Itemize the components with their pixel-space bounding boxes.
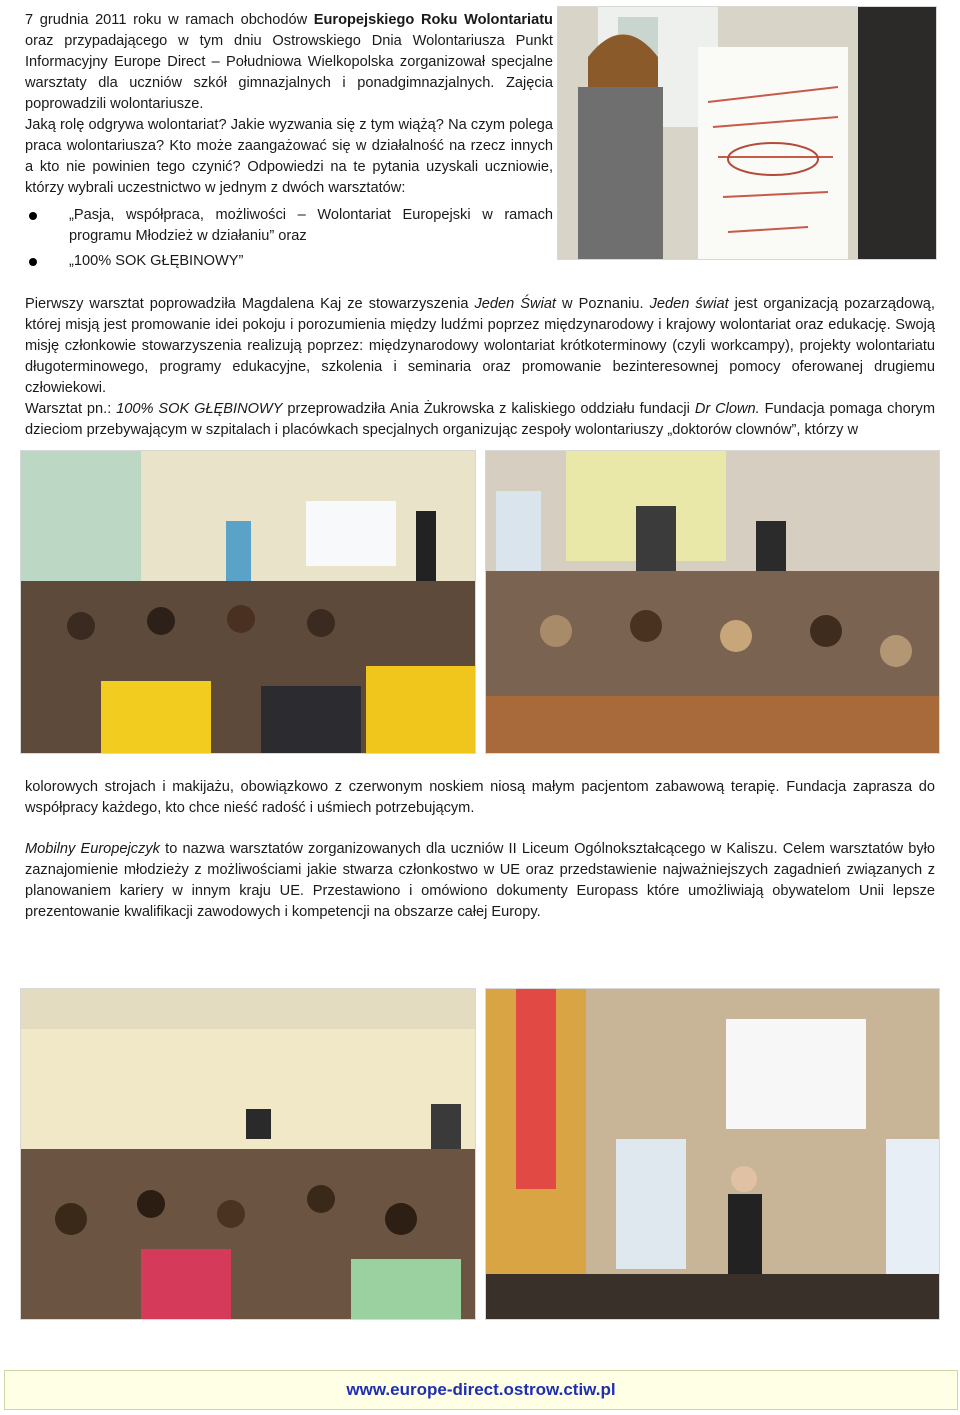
paragraph-dr-clown-continued: kolorowych strojach i makijażu, obowiązkowo z czerwonym noskiem niosą małym pacjentom zabawową terapię. Fundacja zaprasza do współpracy każdego, kto chce nieść radość i uśmiech potrzebującym. bbox=[25, 779, 935, 816]
workshop-item: „100% SOK GŁĘBINOWY” bbox=[25, 251, 553, 272]
workshop-item: „Pasja, współpraca, możliwości – Wolontariat Europejski w ramach programu Młodzież w działaniu” oraz bbox=[25, 205, 553, 247]
intro-rest: oraz przypadającego w tym dniu Ostrowskiego Dnia Wolontariusza Punkt Informacyjny Europe Direct – Południowa Wielkopolska zorganizował specjalne warsztaty dla uczniów szkół gimnazjalnych i ponadgimnazjalnych. Zajęcia poprowadzili wolontariusze. bbox=[25, 33, 553, 112]
paragraph-workshops bbox=[25, 294, 935, 441]
text-run: Fundacja pomaga chorym dzieciom przebywającym w szpitalach i placówkach specjalnych organizując zespoły wolontariuszy „doktorów clownów”, którzy w bbox=[25, 401, 936, 438]
website-link[interactable]: www.europe-direct.ostrow.ctiw.pl bbox=[346, 1380, 616, 1399]
photo-auditorium bbox=[20, 988, 476, 1320]
intro-questions: Jaką rolę odgrywa wolontariat? Jakie wyzwania się z tym wiążą? Na czym polega praca wolontariusza? Kto może zaangażować się w działalność na rzecz innych a kto nie powinien tego czynić? Odpowiedzi na te pytania uzyskali uczniowie, którzy wybrali uczestnictwo w jednym z dwóch warsztatów: bbox=[25, 117, 553, 196]
photo-flipchart bbox=[557, 6, 937, 260]
text-run: przeprowadziła Ania Żukrowska z kaliskiego oddziału fundacji bbox=[282, 401, 695, 417]
workshop-name-mobilny: Mobilny Europejczyk bbox=[25, 841, 160, 857]
paragraph-mobilny-europejczyk bbox=[25, 839, 935, 923]
footer-bar bbox=[4, 1370, 958, 1410]
text-run: Pierwszy warsztat poprowadziła Magdalena Kaj ze stowarzyszenia bbox=[25, 296, 475, 312]
org-name-dr-clown: Dr Clown. bbox=[694, 401, 760, 417]
photo-classroom-2 bbox=[485, 450, 940, 754]
photo-presenter bbox=[485, 988, 940, 1320]
text-run: w Poznaniu. bbox=[556, 296, 650, 312]
text-run: Warsztat pn.: bbox=[25, 401, 117, 417]
workshop-name: 100% SOK GŁĘBINOWY bbox=[116, 401, 283, 417]
workshop-list bbox=[25, 205, 553, 276]
intro-paragraph bbox=[25, 10, 553, 199]
text-run: jest organizacją pozarządową, której misją jest promowanie idei pokoju i porozumienia między ludźmi poprzez międzynarodowy i krajowy wolontariat oraz edukację. Swoją misję członkowie stowarzyszenia realizują poprzez: międzynarodowy wolontariat krótkoterminowy (czyli workcampy), projekty wolontariatu długoterminowego, programy edukacyjne, szkolenia i seminaria oraz promowanie bezinteresownej pomocy oferowanej drugiemu człowiekowi. bbox=[25, 296, 935, 396]
intro-date: 7 grudnia 2011 roku w ramach obchodów bbox=[25, 12, 314, 28]
photo-classroom-1 bbox=[20, 450, 476, 754]
org-name-jeden-swiat: Jeden świat bbox=[649, 296, 729, 312]
intro-event: Europejskiego Roku Wolontariatu bbox=[313, 12, 553, 28]
org-name-jeden-swiat: Jeden Świat bbox=[474, 296, 556, 312]
text-run: to nazwa warsztatów zorganizowanych dla uczniów II Liceum Ogólnokształcącego w Kaliszu. Celem warsztatów było zaznajomienie młodzieży z możliwościami jakie stwarza członkostwo w UE oraz przedstawienie najważniejszych zagadnień związanych z planowaniem kariery w innym kraju UE. Przestawiono i omówiono dokumenty Europass które umożliwiają obywatelom Unii lepsze prezentowanie kwalifikacji zawodowych i kompetencji na obszarze całej Europy. bbox=[25, 841, 935, 920]
